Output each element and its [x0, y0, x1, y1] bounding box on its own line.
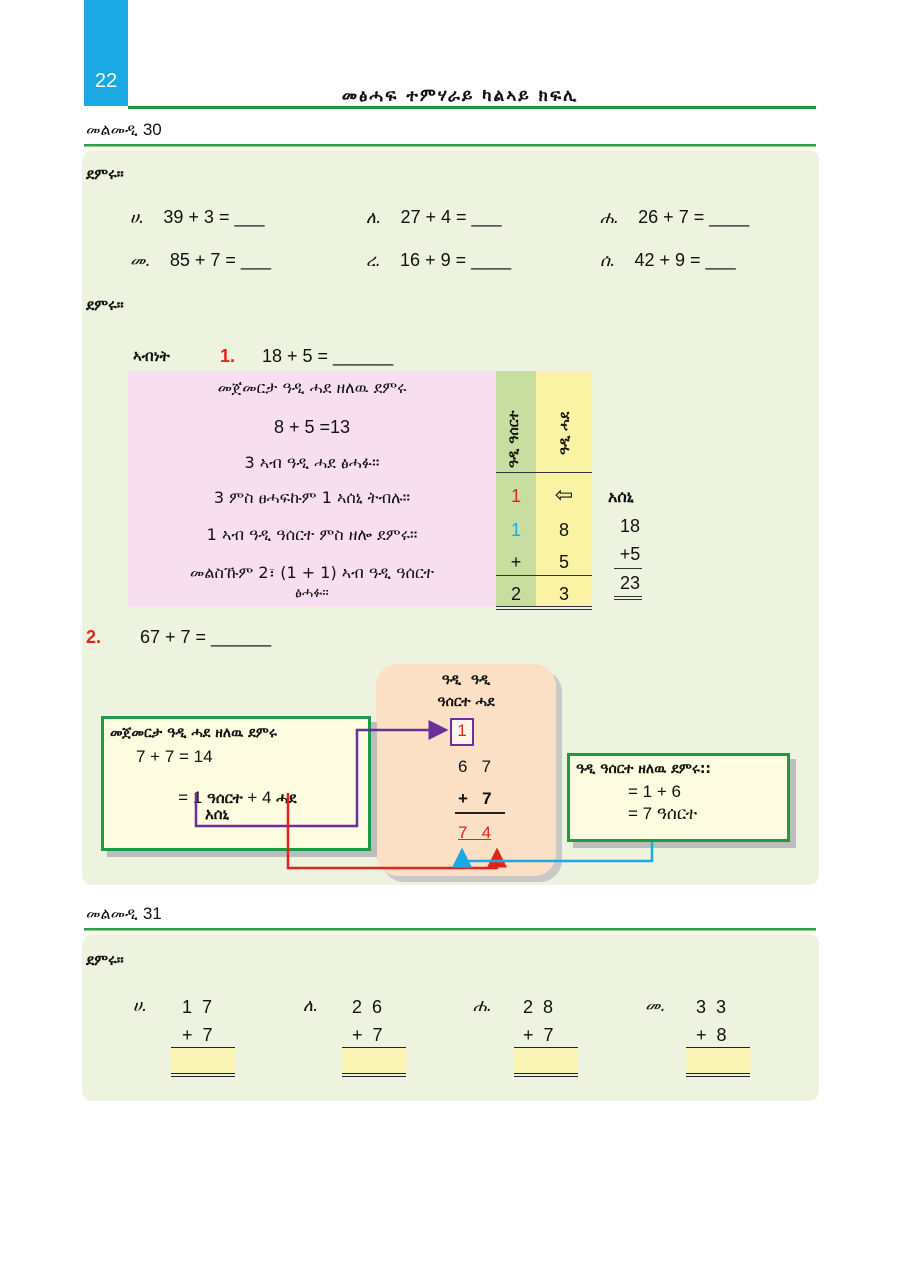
lesson-number: 30: [142, 120, 162, 139]
carry-word: አሰኒ: [205, 805, 230, 823]
carry-word: አሰኒ: [608, 487, 634, 506]
page-number: 22: [94, 70, 118, 92]
problem-letter: ለ.: [303, 996, 319, 1016]
box-line: = 1 + 6: [628, 782, 681, 801]
exercise-expression: 26 + 7 = ____: [638, 207, 750, 227]
plus-sign: +: [510, 552, 522, 572]
exercise-expression: 16 + 9 = ____: [400, 250, 512, 270]
answer-double-line: [686, 1073, 750, 1077]
side-sum-addend: +5: [619, 544, 641, 564]
problem-addend: + 7: [352, 1025, 383, 1045]
exercise-letter: ሰ.: [600, 251, 616, 271]
exercise-letter: ለ.: [366, 208, 382, 228]
addend-row: + 7: [458, 789, 492, 808]
lesson-label: መልመዲ: [86, 120, 138, 139]
step-line: 3 ኣብ ዓዲ ሓደ ፅሓፉ።: [244, 453, 380, 472]
lesson-label: መልመዲ: [86, 904, 138, 923]
tens-digit: 1: [510, 520, 521, 540]
exercise-expression: 27 + 4 = ___: [400, 207, 502, 227]
exercise-expression: 85 + 7 = ___: [169, 250, 271, 270]
step-line: መጀመርታ ዓዲ ሓደ ዘለዉ ደምሩ: [217, 378, 407, 397]
carry-digit: 1: [510, 486, 521, 506]
addend-row: 6 7: [458, 757, 492, 776]
answer-double-line: [514, 1073, 578, 1077]
box-line: = 7 ዓሰርተ: [628, 804, 698, 823]
step-line: መልስኹም 2፣ (1 + 1) ኣብ ዓዲ ዓሰርተ: [189, 563, 435, 582]
place-value-header: ዓዲ ዓዲ: [441, 672, 491, 688]
step-line: 8 + 5 =13: [273, 417, 351, 437]
step-line: 1 ኣብ ዓዲ ዓሰርተ ምስ ዘሎ ደምሩ።: [206, 525, 418, 544]
example-label: ኣብነት: [133, 347, 170, 365]
problem-addend: + 7: [182, 1025, 213, 1045]
result-ones: 3: [558, 584, 569, 604]
problem-top: 3 3: [696, 997, 727, 1017]
problem-addend: + 8: [696, 1025, 727, 1045]
exercise-letter: መ.: [130, 251, 151, 271]
purple-carry-arrow: [196, 730, 446, 826]
result-row: 7 4: [458, 823, 492, 842]
lesson-31-heading: [86, 904, 162, 924]
ones-digit: 5: [558, 552, 569, 572]
box-line: መጀመርታ ዓዲ ሓደ ዘለዉ ደምሩ: [110, 725, 277, 741]
problem-top: 2 8: [523, 997, 554, 1017]
book-title: መፅሓፍ ተምሃራይ ካልኣይ ክፍሊ: [341, 86, 579, 106]
box-line: ዓዲ ዓሰርተ ዘለዉ ደምሩ::: [576, 761, 712, 777]
problem-letter: መ.: [645, 996, 666, 1016]
example-2-expression: 67 + 7 = ______: [140, 627, 272, 647]
example-1-expression: 18 + 5 = ______: [262, 346, 394, 366]
tens-column-header: ዓዲ ዓሰርተ: [506, 410, 522, 468]
answer-box[interactable]: [171, 1047, 235, 1073]
lesson-number: 31: [142, 904, 162, 923]
answer-box[interactable]: [342, 1047, 406, 1073]
ones-column-header: ዓዲ ሓደ: [557, 411, 573, 455]
carry-digit: 1: [457, 721, 467, 740]
instruction-add: ደምሩ።: [86, 951, 124, 969]
answer-box[interactable]: [514, 1047, 578, 1073]
ones-digit: 8: [558, 520, 569, 540]
example-1-number: 1.: [220, 346, 236, 366]
box-line: = 1 ዓሰርተ + 4 ሓደ: [178, 788, 297, 807]
instruction-add: ደምሩ።: [86, 296, 124, 314]
instruction-add: ደምሩ።: [86, 165, 124, 183]
left-arrow-icon: ⇦: [554, 482, 574, 507]
place-value-header: ዓሰርተ ሓደ: [437, 694, 495, 710]
answer-box[interactable]: [686, 1047, 750, 1073]
answer-double-line: [342, 1073, 406, 1077]
step-line: 3 ምስ ፀሓፍኩም 1 ኣሰኒ ትብሉ።: [213, 488, 411, 507]
side-sum-top: 18: [619, 516, 641, 536]
problem-top: 1 7: [182, 997, 213, 1017]
problem-addend: + 7: [523, 1025, 554, 1045]
answer-double-line: [171, 1073, 235, 1077]
red-ones-arrow: [288, 793, 497, 868]
example-2-number: 2.: [86, 627, 102, 647]
problem-letter: ሐ.: [473, 996, 493, 1016]
exercise-letter: ሀ.: [130, 208, 145, 228]
exercise-letter: ረ.: [366, 251, 381, 271]
box-line: 7 + 7 = 14: [136, 747, 213, 766]
problem-letter: ሀ.: [133, 996, 148, 1016]
problem-top: 2 6: [352, 997, 383, 1017]
result-tens: 2: [510, 584, 521, 604]
exercise-expression: 39 + 3 = ___: [163, 207, 265, 227]
step-line: ፅሓፉ።: [295, 585, 329, 601]
section-divider: [84, 928, 816, 931]
exercise-letter: ሐ.: [600, 208, 620, 228]
exercise-expression: 42 + 9 = ___: [634, 250, 736, 270]
side-sum-result: 23: [619, 573, 641, 593]
blue-tens-arrow: [462, 842, 652, 861]
